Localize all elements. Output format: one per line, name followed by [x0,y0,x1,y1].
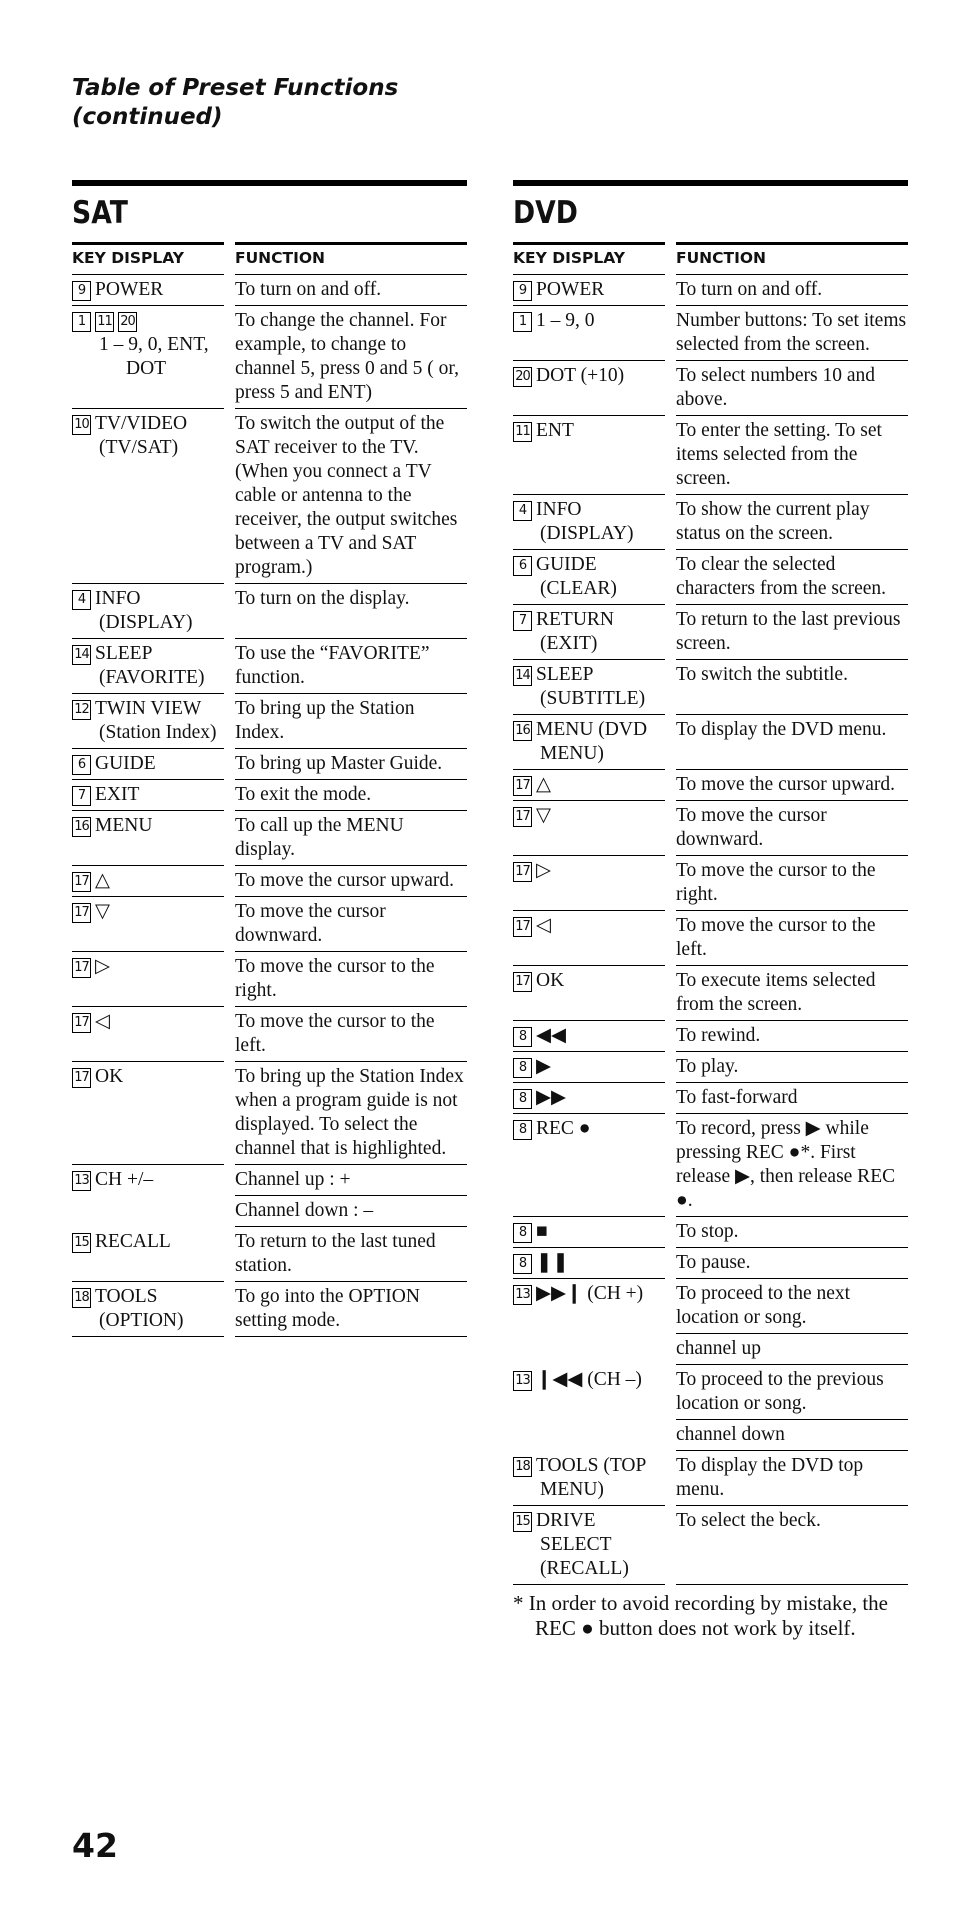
function-cell: To change the channel. For example, to change to channel 5, press 0 and 5 ( or, press 5 and ENT) [235,306,467,409]
key-display-cell [72,952,224,1007]
function-cell: To pause. [676,1248,908,1279]
function-cell: To proceed to the next location or song. [676,1279,908,1334]
key-number-badge: 17 [513,776,532,796]
key-label: SLEEP (FAVORITE) [95,643,205,688]
key-label: ◀◀ [536,1025,566,1046]
key-number-badge: 20 [118,312,137,332]
key-number-badge: 10 [72,415,91,435]
function-cell: Channel down : – [235,1196,467,1227]
table-row [513,1021,908,1052]
key-label: DRIVE SELECT (RECALL) [536,1510,629,1579]
key-display-cell [513,1420,665,1451]
table-row [72,584,467,639]
table-row [513,416,908,495]
key-number-badge: 16 [513,721,532,741]
function-cell: To display the DVD top menu. [676,1451,908,1506]
key-display-cell [513,495,665,550]
function-cell: To display the DVD menu. [676,715,908,770]
key-display-cell [72,897,224,952]
key-number-badge: 17 [513,807,532,827]
key-label: DOT (+10) [536,365,625,386]
key-number-badge: 18 [72,1288,91,1308]
key-label: OK [536,970,565,991]
key-label: TV/VIDEO (TV/SAT) [95,413,188,458]
function-cell: To use the “FAVORITE” function. [235,639,467,694]
function-cell: To bring up Master Guide. [235,749,467,780]
key-display-cell [72,639,224,694]
function-cell: To move the cursor to the left. [235,1007,467,1062]
dvd-section [513,180,908,1641]
key-display-cell [513,1451,665,1506]
table-row [513,1114,908,1217]
key-label: ❚❚ [536,1252,569,1273]
table-row [513,1083,908,1114]
key-label: △ [95,870,110,891]
key-label: INFO (DISPLAY) [95,588,193,633]
key-label: ▶ [536,1056,551,1077]
function-cell: channel down [676,1420,908,1451]
sat-table [72,242,467,1337]
table-row [513,275,908,306]
section-heading: SAT [72,195,128,231]
table-row [72,811,467,866]
key-label: REC ● [536,1118,591,1139]
key-label: GUIDE (CLEAR) [536,554,617,599]
key-display-cell [72,306,224,409]
table-body [72,275,467,1337]
key-number-badge: 12 [72,700,91,720]
table-row [72,409,467,584]
function-cell: To bring up the Station Index when a program guide is not displayed. To select the channel that is highlighted. [235,1062,467,1165]
key-display-cell [72,409,224,584]
function-cell: Number buttons: To set items selected from the screen. [676,306,908,361]
table-row [513,966,908,1021]
key-label: MENU (DVD MENU) [536,719,648,764]
key-label: △ [536,774,551,795]
key-number-badge: 17 [72,1068,91,1088]
key-display-cell [513,1365,665,1420]
key-number-badge: 7 [513,611,532,631]
table-row [72,639,467,694]
key-number-badge: 7 [72,786,91,806]
function-cell: To turn on the display. [235,584,467,639]
key-display-cell [72,584,224,639]
key-label: TWIN VIEW (Station Index) [95,698,217,743]
function-cell: To clear the selected characters from the screen. [676,550,908,605]
function-cell: To fast-forward [676,1083,908,1114]
key-display-cell [513,1021,665,1052]
key-number-badge: 1 [513,312,532,332]
key-label: OK [95,1066,124,1087]
key-display-cell [513,911,665,966]
key-number-badge: 20 [513,367,532,387]
key-number-badge: 8 [513,1027,532,1047]
key-number-badge: 17 [72,1013,91,1033]
function-cell: To turn on and off. [235,275,467,306]
table-row [72,952,467,1007]
key-display-cell [513,966,665,1021]
function-cell: To switch the output of the SAT receiver to the TV. (When you connect a TV cable or antenna to the receiver, the output switches between a TV and SAT program.) [235,409,467,584]
key-number-badge: 9 [513,281,532,301]
key-label: TOOLS (TOP MENU) [536,1455,646,1500]
key-display-cell [513,605,665,660]
key-number-badge: 17 [72,958,91,978]
function-cell: Channel up : + [235,1165,467,1196]
key-display-cell [72,1282,224,1337]
key-label: ENT [536,420,574,441]
sat-section [72,180,467,1337]
key-display-cell [513,550,665,605]
key-label: CH +/– [95,1169,154,1190]
key-label: POWER [536,279,605,300]
key-display-cell [513,416,665,495]
key-display-cell [72,1062,224,1165]
table-row [513,361,908,416]
key-display-cell [513,1506,665,1585]
function-cell: To call up the MENU display. [235,811,467,866]
table-row [513,1052,908,1083]
key-number-badge: 4 [513,501,532,521]
key-display-header: KEY DISPLAY [72,242,224,275]
key-label: ▶▶ [536,1087,566,1108]
function-cell: To move the cursor downward. [235,897,467,952]
key-number-badge: 18 [513,1457,532,1477]
table-row [513,1506,908,1585]
key-number-badge: 13 [513,1371,532,1391]
footnote: * In order to avoid recording by mistake, the REC ● button does not work by itself. [513,1591,888,1640]
key-number-badge: 17 [513,917,532,937]
table-row [72,1165,467,1196]
function-cell: To switch the subtitle. [676,660,908,715]
table-row [513,605,908,660]
key-number-badge: 14 [72,645,91,665]
key-display-cell [513,275,665,306]
key-label: EXIT [95,784,140,805]
key-label: RETURN (EXIT) [536,609,614,654]
key-display-cell [513,715,665,770]
function-cell: To go into the OPTION setting mode. [235,1282,467,1337]
function-cell: To play. [676,1052,908,1083]
table-row [72,749,467,780]
key-label: 1 – 9, 0 [536,310,595,331]
key-number-badge: 11 [95,312,114,332]
table-row [513,715,908,770]
key-number-badge: 8 [513,1254,532,1274]
key-number-badge: 6 [72,755,91,775]
key-display-cell [72,1007,224,1062]
key-label: ◁ [536,915,551,936]
key-number-badge: 17 [513,862,532,882]
table-row [72,780,467,811]
section-heading: DVD [513,195,578,231]
table-body [513,275,908,1585]
key-label: TOOLS (OPTION) [95,1286,184,1331]
key-number-badge: 16 [72,817,91,837]
key-display-cell [513,361,665,416]
key-label: ▶▶❙ (CH +) [536,1283,644,1304]
table-row [72,306,467,409]
key-number-badge: 8 [513,1089,532,1109]
function-cell: To move the cursor to the right. [676,856,908,911]
table-row [513,660,908,715]
function-header: FUNCTION [235,242,467,275]
key-number-badge: 4 [72,590,91,610]
key-display-cell [513,770,665,801]
table-row [72,1282,467,1337]
table-row [72,1007,467,1062]
key-display-cell [72,780,224,811]
key-number-badge: 8 [513,1223,532,1243]
table-header [72,242,467,275]
table-row [513,1451,908,1506]
key-display-cell [72,1196,224,1227]
key-label: INFO (DISPLAY) [536,499,634,544]
key-label: POWER [95,279,164,300]
key-label: ▽ [95,901,110,922]
key-number-badge: 13 [72,1171,91,1191]
key-display-cell [72,1165,224,1196]
key-display-cell [513,1217,665,1248]
key-display-cell [72,694,224,749]
page-title-line2: (continued) [72,104,223,130]
key-display-cell [513,801,665,856]
table-row [513,856,908,911]
table-row [513,1248,908,1279]
key-display-cell [513,1083,665,1114]
key-label: ▷ [536,860,551,881]
key-label: GUIDE [95,753,156,774]
function-cell: To rewind. [676,1021,908,1052]
key-display-cell [72,749,224,780]
table-row [72,694,467,749]
key-display-cell [513,1114,665,1217]
function-cell: To record, press ▶ while pressing REC ●*. First release ▶, then release REC ●. [676,1114,908,1217]
key-display-cell [513,1279,665,1334]
key-display-cell [513,856,665,911]
key-label: 1 – 9, 0, ENT, DOT [99,334,209,379]
key-number-badge: 14 [513,666,532,686]
key-label: SLEEP (SUBTITLE) [536,664,646,709]
function-cell: To move the cursor upward. [676,770,908,801]
table-row [513,495,908,550]
function-cell: To turn on and off. [676,275,908,306]
key-number-badge: 17 [72,872,91,892]
table-row [513,1334,908,1365]
function-cell: To move the cursor downward. [676,801,908,856]
function-cell: To move the cursor to the right. [235,952,467,1007]
function-cell: To stop. [676,1217,908,1248]
table-row [513,801,908,856]
function-cell: To show the current play status on the screen. [676,495,908,550]
key-label: ■ [536,1221,548,1242]
function-cell: To execute items selected from the screen. [676,966,908,1021]
table-row [72,866,467,897]
function-cell: To select the beck. [676,1506,908,1585]
table-row [72,1062,467,1165]
function-header: FUNCTION [676,242,908,275]
page-title [72,74,492,132]
function-cell: To move the cursor to the left. [676,911,908,966]
function-cell: To proceed to the previous location or song. [676,1365,908,1420]
table-row [513,1365,908,1420]
key-number-badge: 1 [72,312,91,332]
key-number-badge: 17 [513,972,532,992]
key-display-cell [72,1227,224,1282]
function-cell: To select numbers 10 and above. [676,361,908,416]
key-number-badge: 8 [513,1120,532,1140]
function-cell: To enter the setting. To set items selected from the screen. [676,416,908,495]
table-row [513,550,908,605]
table-row [72,1196,467,1227]
table-row [513,1420,908,1451]
table-row [513,911,908,966]
key-number-badge: 8 [513,1058,532,1078]
key-display-cell [513,1334,665,1365]
function-cell: channel up [676,1334,908,1365]
page-title-line1: Table of Preset Functions [72,75,399,101]
key-display-cell [72,275,224,306]
key-label: ◁ [95,1011,110,1032]
key-label: RECALL [95,1231,171,1252]
key-label: ▽ [536,805,551,826]
table-row [72,897,467,952]
function-cell: To move the cursor upward. [235,866,467,897]
key-display-header: KEY DISPLAY [513,242,665,275]
key-number-badge: 6 [513,556,532,576]
key-display-cell [72,866,224,897]
function-cell: To return to the last tuned station. [235,1227,467,1282]
key-number-badge: 15 [513,1512,532,1532]
key-label: ▷ [95,956,110,977]
table-row [72,275,467,306]
key-display-cell [513,1052,665,1083]
key-number-badge: 9 [72,281,91,301]
key-number-badge: 11 [513,422,532,442]
table-row [513,1217,908,1248]
table-row [72,1227,467,1282]
key-display-cell [513,660,665,715]
key-number-badge: 15 [72,1233,91,1253]
function-cell: To exit the mode. [235,780,467,811]
key-number-badge: 17 [72,903,91,923]
key-display-cell [72,811,224,866]
key-display-cell [513,1248,665,1279]
key-display-cell [513,306,665,361]
key-label: MENU [95,815,153,836]
key-number-badge: 13 [513,1285,532,1305]
key-label: ❙◀◀ (CH –) [536,1369,642,1390]
page-number: 42 [72,1826,118,1865]
table-row [513,770,908,801]
table-header [513,242,908,275]
table-row [513,306,908,361]
table-row [513,1279,908,1334]
function-cell: To bring up the Station Index. [235,694,467,749]
function-cell: To return to the last previous screen. [676,605,908,660]
dvd-table [513,242,908,1585]
